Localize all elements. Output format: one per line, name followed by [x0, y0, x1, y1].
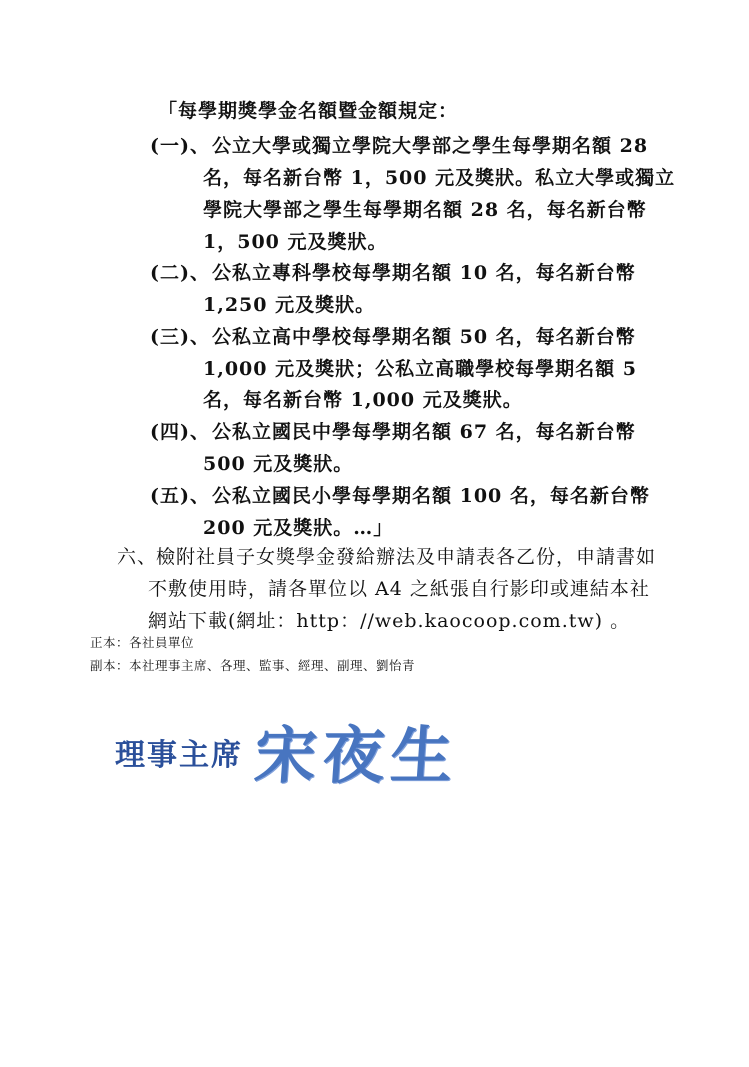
item-2-label: (二)、	[150, 262, 210, 284]
item-3-line-1: 公私立高中學校每學期名額 50 名，每名新台幣	[212, 326, 636, 348]
item-4-line-1: 公私立國民中學每學期名額 67 名，每名新台幣	[212, 421, 636, 443]
item-3-label: (三)、	[150, 326, 210, 348]
item-4-line-2: 500 元及獎狀。	[203, 453, 354, 475]
regulation-heading: 「每學期獎學金名額暨金額規定：	[158, 100, 459, 122]
item-1-line-1: 公立大學或獨立學院大學部之學生每學期名額 28	[212, 135, 649, 157]
item-5-label: (五)、	[150, 485, 210, 507]
section-six-line-3: 網站下載(網址：http：//web.kaocoop.com.tw) 。	[148, 610, 631, 632]
section-six-label: 六、	[117, 546, 158, 568]
item-1-label: (一)、	[150, 135, 210, 157]
copy-recipients: 副本：本社理事主席、各理、監事、經理、副理、劉怡青	[90, 658, 416, 673]
item-1-line-2: 名，每名新台幣 1，500 元及獎狀。私立大學或獨立	[203, 167, 676, 189]
signature-title: 理事主席	[115, 738, 243, 773]
section-six-line-2: 不敷使用時，請各單位以 A4 之紙張自行影印或連結本社	[148, 578, 650, 600]
signature-stamp	[115, 700, 475, 792]
item-1-line-3: 學院大學部之學生每學期名額 28 名，每名新台幣	[203, 199, 647, 221]
signature-name: 宋夜生	[252, 719, 462, 792]
item-2-line-1: 公私立專科學校每學期名額 10 名，每名新台幣	[212, 262, 636, 284]
original-recipients: 正本：各社員單位	[90, 635, 195, 650]
item-5-line-2: 200 元及獎狀。…」	[203, 517, 394, 539]
item-3-line-3: 名，每名新台幣 1,000 元及獎狀。	[203, 389, 523, 411]
item-2-line-2: 1,250 元及獎狀。	[203, 294, 376, 316]
item-3-line-2: 1,000 元及獎狀；公私立高職學校每學期名額 5	[203, 358, 637, 380]
item-1-line-4: 1，500 元及獎狀。	[203, 231, 388, 253]
item-4-label: (四)、	[150, 421, 210, 443]
item-5-line-1: 公私立國民小學每學期名額 100 名，每名新台幣	[212, 485, 650, 507]
section-six-line-1: 檢附社員子女獎學金發給辦法及申請表各乙份，申請書如	[156, 546, 657, 568]
